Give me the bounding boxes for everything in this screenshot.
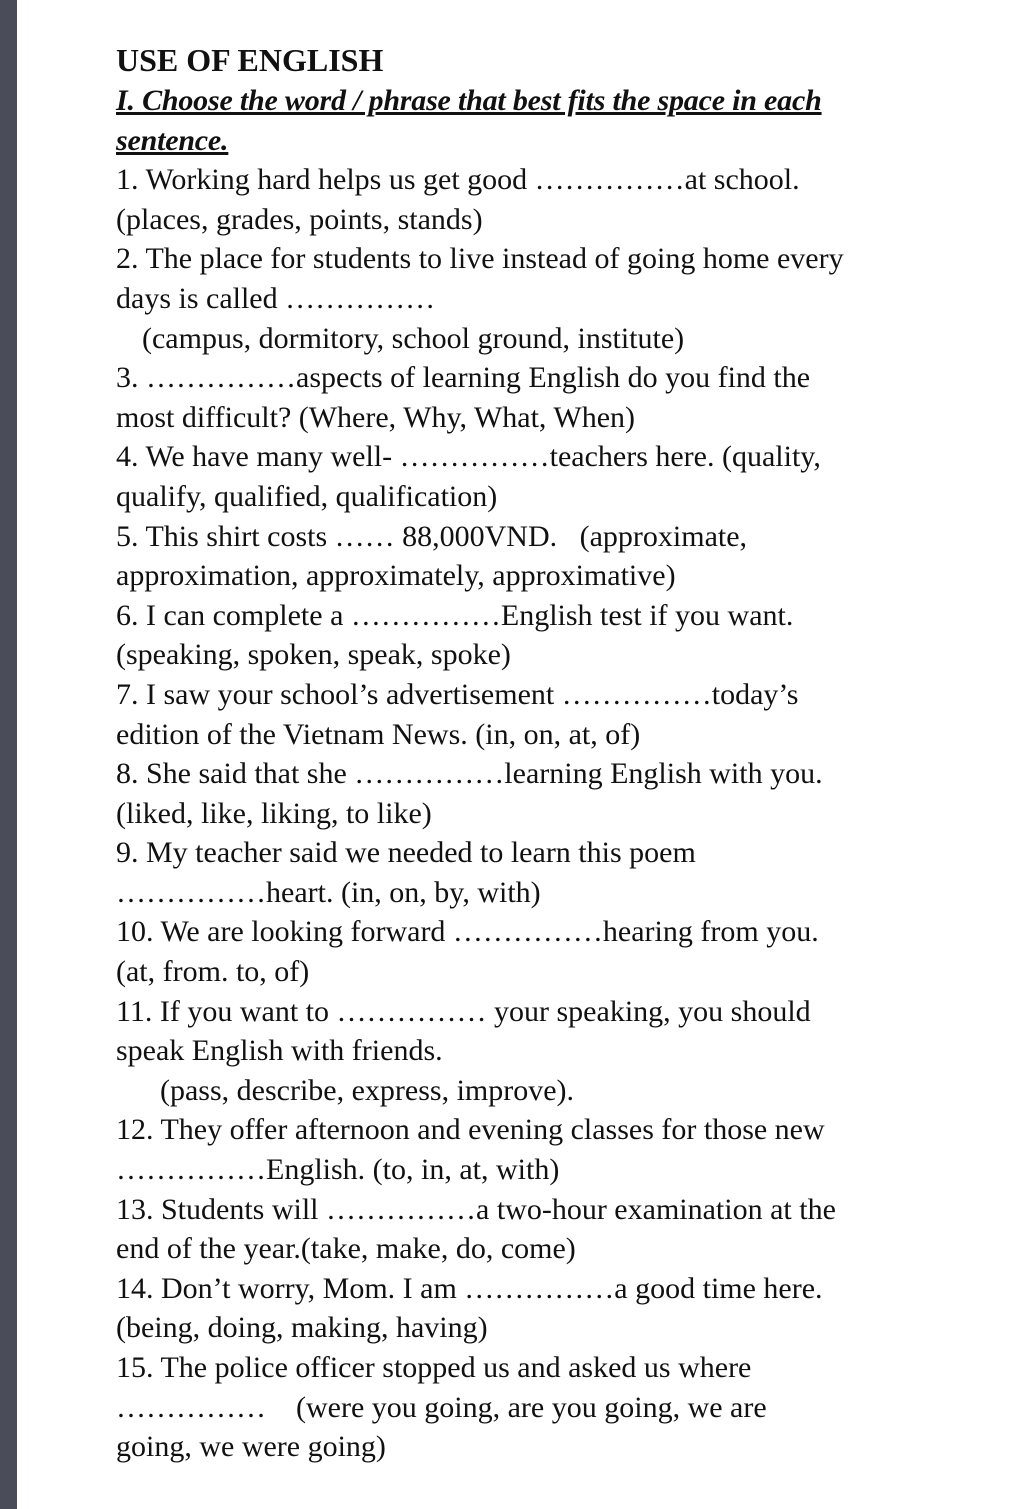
question-line: (liked, like, liking, to like) <box>116 796 432 830</box>
question-line: 7. I saw your school’s advertisement ……………today’s <box>116 677 799 711</box>
question-line: 13. Students will ……………a two-hour examination at the <box>116 1192 836 1226</box>
question-line: end of the year.(take, make, do, come) <box>116 1232 576 1266</box>
question-line: 4. We have many well- ……………teachers here. (quality, <box>116 440 821 474</box>
question-line: days is called …………… <box>116 281 436 315</box>
question-line: going, we were going) <box>116 1430 386 1464</box>
question-line: 11. If you want to …………… your speaking, you should <box>116 994 811 1028</box>
question-line: …………… (were you going, are you going, we are <box>116 1390 767 1424</box>
question-line: 12. They offer afternoon and evening classes for those new <box>116 1113 825 1147</box>
question-line: 10. We are looking forward ……………hearing from you. <box>116 915 819 949</box>
left-edge-bar <box>0 0 17 1509</box>
question-line: 1. Working hard helps us get good ……………at school. <box>116 163 800 197</box>
question-line: ……………heart. (in, on, by, with) <box>116 875 541 909</box>
question-line: 6. I can complete a ……………English test if you want. <box>116 598 794 632</box>
question-list <box>116 160 986 1467</box>
question-line: ……………English. (to, in, at, with) <box>116 1153 560 1187</box>
question-line: 9. My teacher said we needed to learn this poem <box>116 836 696 870</box>
instruction-line: I. Choose the word / phrase that best fits the space in each <box>116 84 822 117</box>
question-line: 15. The police officer stopped us and asked us where <box>116 1351 752 1384</box>
instruction <box>116 81 986 160</box>
question-line: 2. The place for students to live instead of going home every <box>116 242 844 276</box>
question-line: edition of the Vietnam News. (in, on, at, of) <box>116 717 641 751</box>
question-line: 8. She said that she ……………learning English with you. <box>116 757 823 791</box>
question-line: 3. ……………aspects of learning English do you find the <box>116 361 811 395</box>
question-line: (campus, dormitory, school ground, institute) <box>142 321 685 355</box>
question-line: (pass, describe, express, improve). <box>160 1073 575 1107</box>
question-line: speak English with friends. <box>116 1034 443 1068</box>
question-line: approximation, approximately, approximative) <box>116 559 676 593</box>
question-line: 14. Don’t worry, Mom. I am ……………a good time here. <box>116 1271 823 1305</box>
instruction-line: sentence. <box>116 123 229 157</box>
page-title: USE OF ENGLISH <box>116 42 384 78</box>
question-line: (places, grades, points, stands) <box>116 202 483 236</box>
question-line: (at, from. to, of) <box>116 955 310 989</box>
question-line: (being, doing, making, having) <box>116 1311 488 1345</box>
question-line: qualify, qualified, qualification) <box>116 479 498 513</box>
question-line: most difficult? (Where, Why, What, When) <box>116 400 636 434</box>
question-line: (speaking, spoken, speak, spoke) <box>116 638 511 672</box>
worksheet-content <box>116 40 986 1467</box>
question-line: 5. This shirt costs …… 88,000VND. (approximate, <box>116 519 748 553</box>
